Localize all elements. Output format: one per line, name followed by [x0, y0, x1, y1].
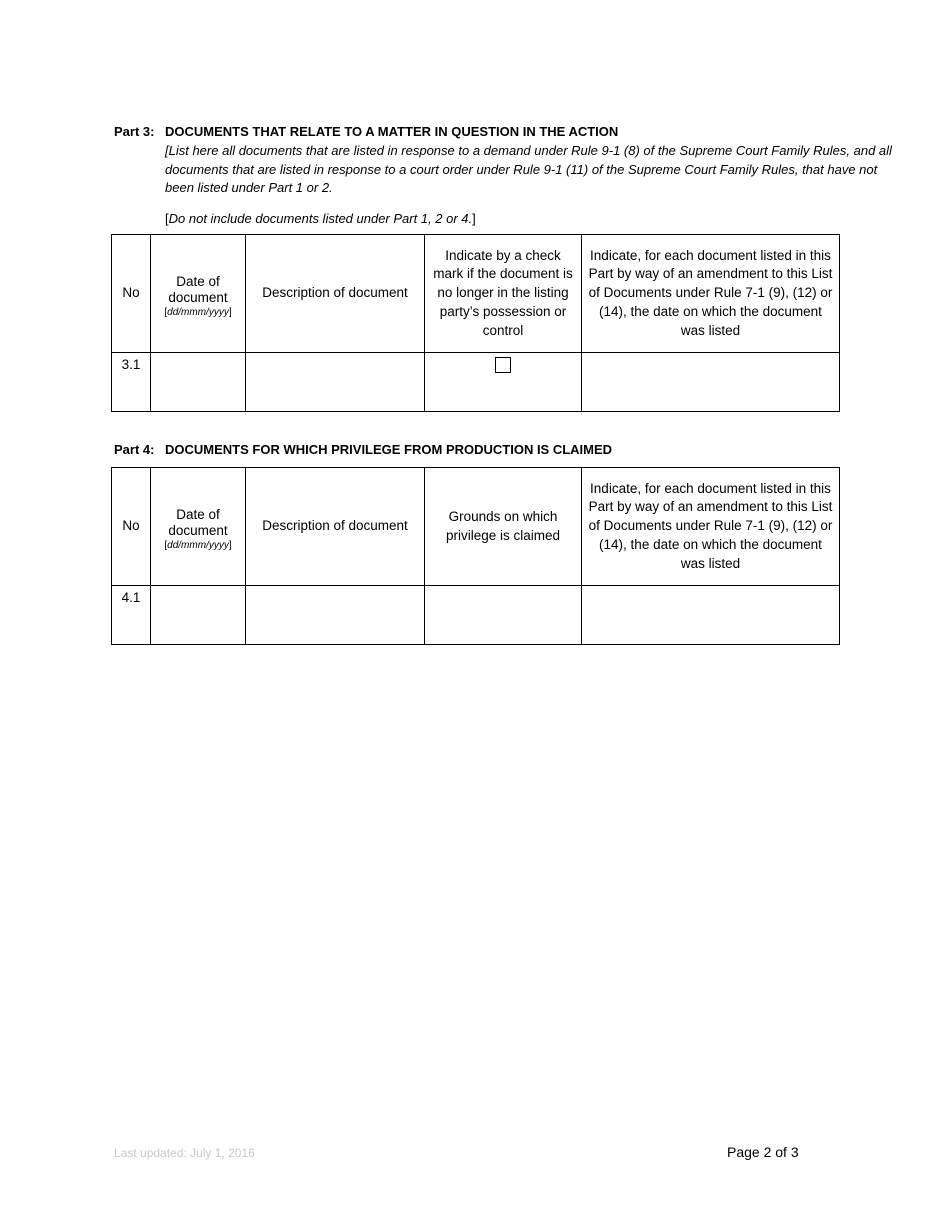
part4-number: Part 4: [114, 442, 155, 457]
part3-table [111, 234, 840, 412]
part3-note [165, 211, 476, 226]
description-cell[interactable] [246, 353, 425, 412]
note-close-bracket: ] [472, 211, 476, 226]
header-description: Description of document [246, 235, 425, 353]
table-row [112, 353, 840, 412]
date-cell[interactable] [151, 353, 246, 412]
part3-title: DOCUMENTS THAT RELATE TO A MATTER IN QUESTION IN THE ACTION [165, 124, 619, 139]
header-date-label: Date of document [168, 274, 228, 305]
header-date-format: [dd/mmm/yyyy] [164, 540, 232, 551]
date-format-text: dd/mmm/yyyy [167, 307, 229, 318]
page-number: Page 2 of 3 [727, 1144, 799, 1160]
check-cell [425, 353, 582, 412]
note-text: Do not include documents listed under Part 1, 2 or 4. [168, 211, 473, 226]
header-no: No [112, 235, 151, 353]
row-number: 3.1 [112, 353, 151, 412]
date-cell[interactable] [151, 586, 246, 645]
header-amendment: Indicate, for each document listed in this Part by way of an amendment to this List of Documents under Rule 7-1 (9), (12) or (14), the date on which the document was listed [582, 468, 840, 586]
last-updated: Last updated: July 1, 2016 [114, 1146, 255, 1160]
description-cell[interactable] [246, 586, 425, 645]
header-date-label: Date of document [168, 507, 228, 538]
header-description: Description of document [246, 468, 425, 586]
part3-heading [114, 124, 618, 139]
header-check: Indicate by a check mark if the document is no longer in the listing party’s possession or control [425, 235, 582, 353]
possession-checkbox[interactable] [495, 357, 511, 373]
header-date [151, 468, 246, 586]
part4-title: DOCUMENTS FOR WHICH PRIVILEGE FROM PRODUCTION IS CLAIMED [165, 442, 613, 457]
header-date-format: [dd/mmm/yyyy] [164, 307, 232, 318]
header-date [151, 235, 246, 353]
header-grounds: Grounds on which privilege is claimed [425, 468, 582, 586]
part4-table [111, 467, 840, 645]
note-open-bracket: [ [165, 211, 169, 226]
header-no: No [112, 468, 151, 586]
part3-number: Part 3: [114, 124, 155, 139]
table-header-row [112, 235, 840, 353]
grounds-cell[interactable] [425, 586, 582, 645]
header-amendment: Indicate, for each document listed in this Part by way of an amendment to this List of Documents under Rule 7-1 (9), (12) or (14), the date on which the document was listed [582, 235, 840, 353]
date-format-text: dd/mmm/yyyy [167, 540, 229, 551]
part4-heading [114, 442, 612, 457]
amendment-date-cell[interactable] [582, 586, 840, 645]
table-row [112, 586, 840, 645]
amendment-date-cell[interactable] [582, 353, 840, 412]
row-number: 4.1 [112, 586, 151, 645]
table-header-row [112, 468, 840, 586]
part3-instructions: [List here all documents that are listed in response to a demand under Rule 9-1 (8) of the Supreme Court Family Rules, and all documents that are listed in response to a court order under Rule 9-1 (11) of the Supreme Court Family Rules, that have not been listed under Part 1 or 2. [165, 143, 892, 196]
